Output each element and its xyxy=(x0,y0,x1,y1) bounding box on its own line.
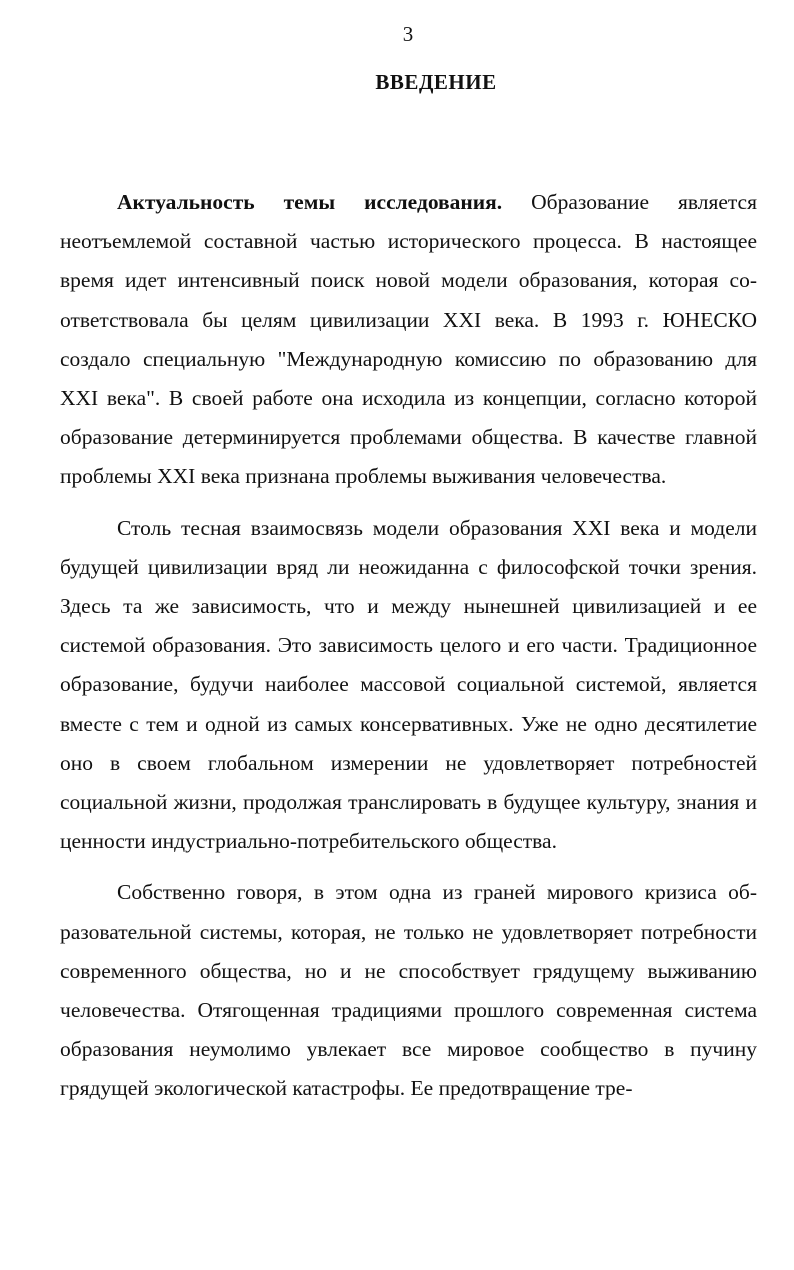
page-title: ВВЕДЕНИЕ xyxy=(375,70,497,94)
paragraph-relevance xyxy=(60,183,757,497)
page-number: 3 xyxy=(402,22,414,46)
body-text xyxy=(60,183,757,1109)
paragraph-interrelation: Столь тесная взаимосвязь модели образования XXI века и модели будущей цивилизации вряд ли неожиданна с философской точки зрения. Здесь та же зависимость, что и между нынешней цивилизацией и ее системой образования. Это зависимость целого и его части. Традиционное образование, будучи наиболее массовой социальной системой, является вместе с тем и одной из самых консервативных. Уже не одно десятилетие оно в своем глобальном измерении не удовлетворяет потребностей социальной жизни, продолжая транслировать в будущее культуру, знания и ценности индустриально-потребительского общества. xyxy=(60,515,757,854)
paragraph-lead-heading: Актуальность темы исследования. xyxy=(117,190,503,214)
paragraph-text: Образование является неотъемлемой составной частью исторического процесса. В настоящее время идет интенсивный поиск новой модели образования, которая соответствовала бы целям цивилизации XXI века. В 1993 г. ЮНЕСКО создало специальную "Международную комиссию по образованию для XXI века". В своей работе она исходила из концепции, согласно которой образование детерминируется проблемами общества. В качестве главной проблемы XXI века признана проблемы выживания человечества. xyxy=(60,190,757,489)
paragraph-crisis: Собственно говоря, в этом одна из граней мирового кризиса образовательной системы, которая, не только не удовлетворяет потребности современного общества, но и не способствует грядущему выживанию человечества. Отягощенная традициями прошлого современная система образования неумолимо увлекает все мировое сообщество в пучину грядущей экологической катастрофы. Ее предотвращение тре- xyxy=(60,880,757,1101)
